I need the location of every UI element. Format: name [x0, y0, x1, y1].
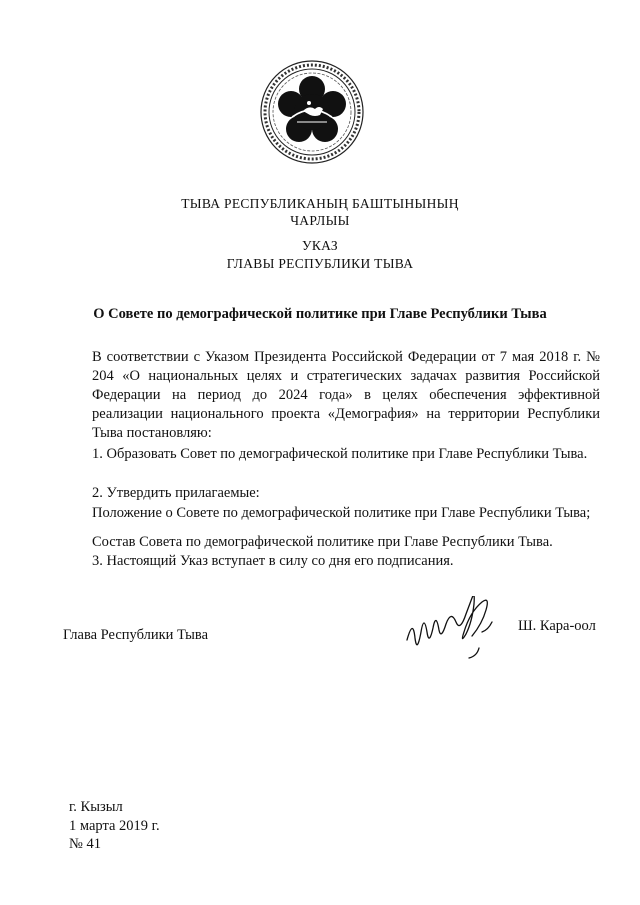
item-1: 1. Образовать Совет по демографической политике при Главе Республики Тыва. [92, 446, 588, 462]
header-ru-line1: УКАЗ [302, 238, 338, 253]
item-2a: Положение о Совете по демографической политике при Главе Республики Тыва; [92, 505, 591, 521]
header-tuvan-line2: ЧАРЛЫЫ [290, 213, 350, 228]
header-ru-line2: ГЛАВЫ РЕСПУБЛИКИ ТЫВА [226, 256, 414, 271]
item-3: 3. Настоящий Указ вступает в силу со дня его подписания. [92, 553, 454, 569]
signatory-name: Ш. Кара-оол [518, 618, 596, 634]
handwritten-signature [403, 596, 513, 666]
header-tuvan-line1: ТЫВА РЕСПУБЛИКАНЫҢ БАШТЫНЫНЫҢ [181, 196, 459, 211]
signatory-position: Глава Республики Тыва [63, 627, 209, 643]
footer-place: г. Кызыл [69, 799, 123, 815]
decree-title: О Совете по демографической политике при Главе Республики Тыва [93, 306, 547, 322]
footer-date: 1 марта 2019 г. [69, 818, 160, 834]
item-2: 2. Утвердить прилагаемые: [92, 485, 260, 501]
preamble-paragraph: В соответствии с Указом Президента Российской Федерации от 7 мая 2018 г. № 204 «О национальных целях и стратегических задачах развития Российской Федерации на период до 2024 года» в целях обеспечения эффективной реализации национального проекта «Демография» на территории Республики Тыва постановляю: [92, 349, 600, 441]
footer-number: № 41 [69, 836, 101, 852]
item-2b: Состав Совета по демографической политике при Главе Республики Тыва. [92, 534, 553, 550]
coat-of-arms-emblem [259, 59, 365, 165]
